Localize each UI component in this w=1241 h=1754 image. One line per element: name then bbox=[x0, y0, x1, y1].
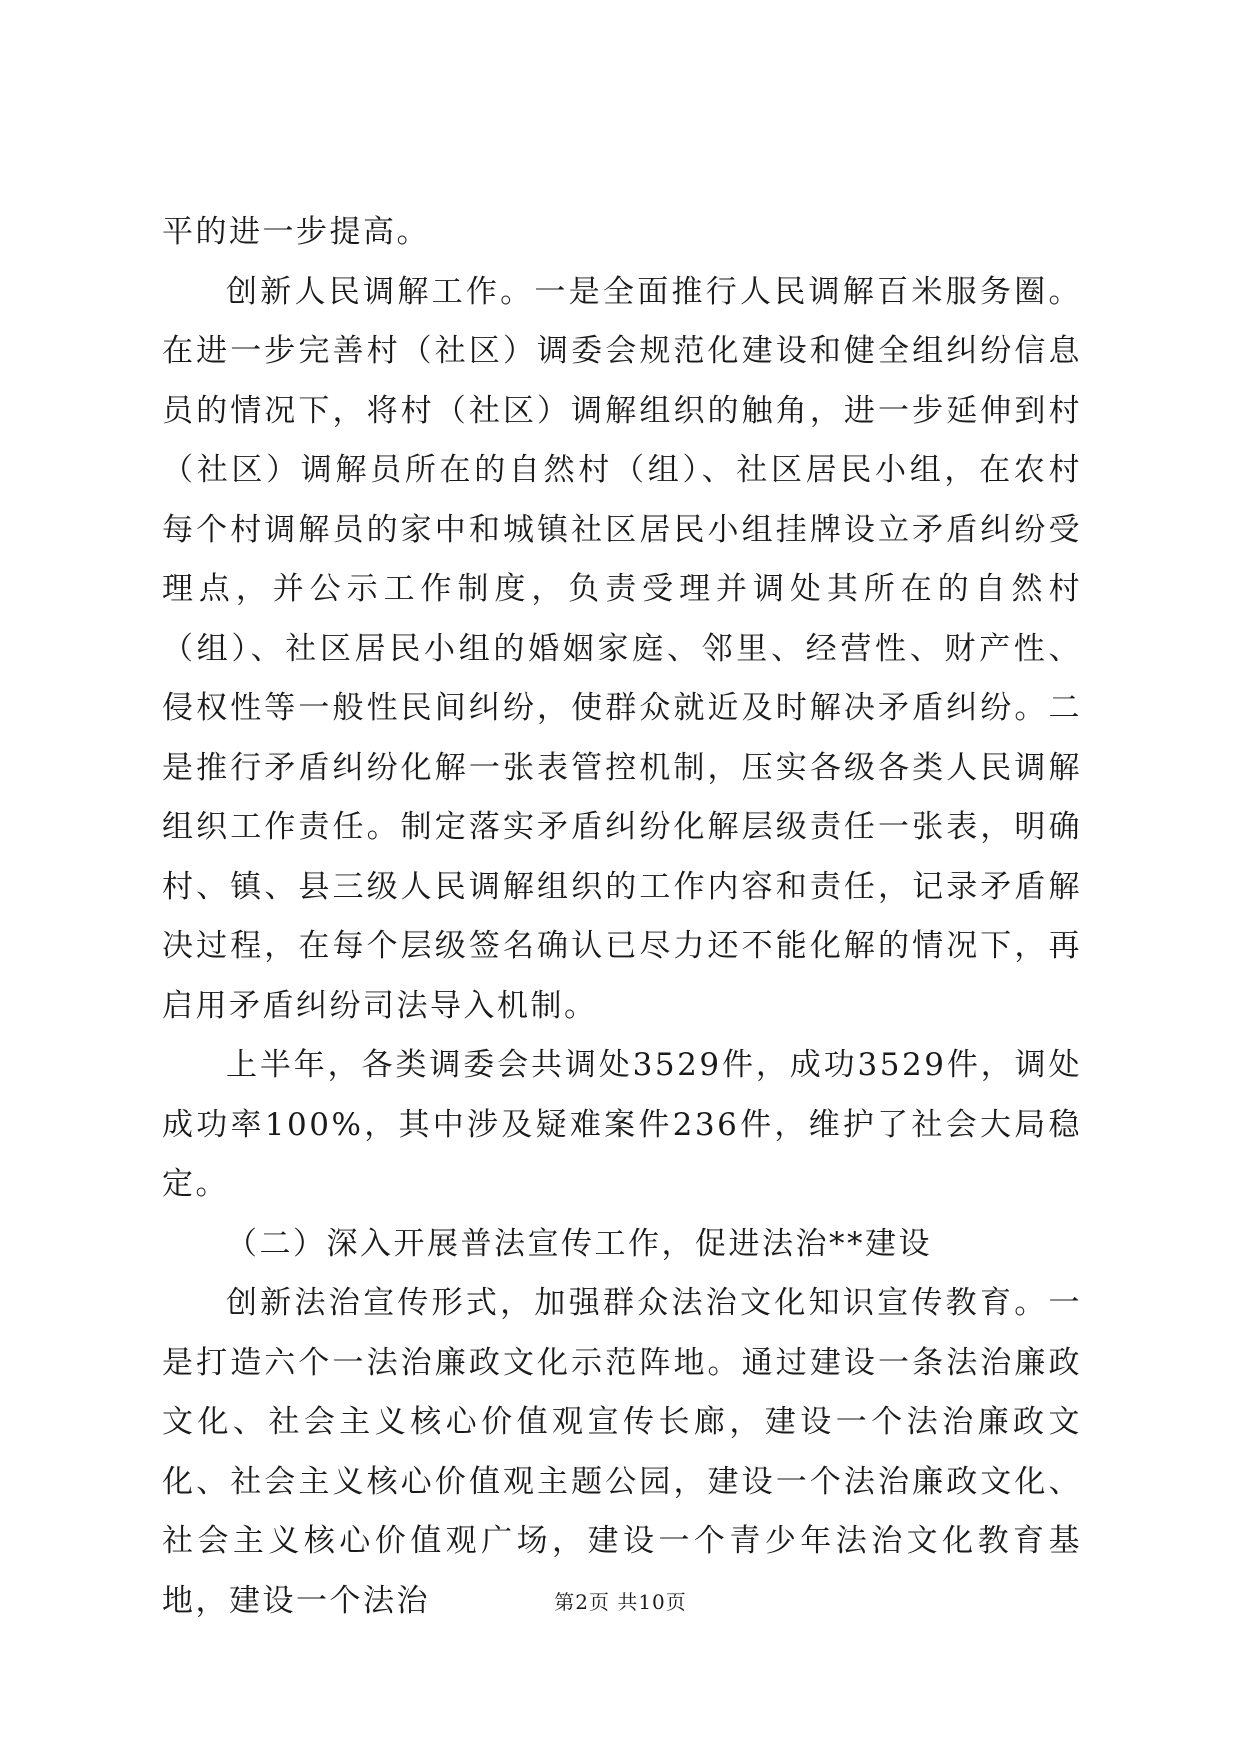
paragraph-continuation: 平的进一步提高。 bbox=[162, 214, 430, 250]
paragraph-mediation-innovation: 创新人民调解工作。一是全面推行人民调解百米服务圈。在进一步完善村（社区）调委会规范化建设和健全组纠纷信息员的情况下，将村（社区）调解组织的触角，进一步延伸到村（社区）调解员所在的自然村（组）、社区居民小组，在农村每个村调解员的家中和城镇社区居民小组挂牌设立矛盾纠纷受理点，并公示工作制度，负责受理并调处其所在的自然村（组）、社区居民小组的婚姻家庭、邻里、经营性、财产性、侵权性等一般性民间纠纷，使群众就近及时解决矛盾纠纷。二是推行矛盾纠纷化解一张表管控机制，压实各级各类人民调解组织工作责任。制定落实矛盾纠纷化解层级责任一张表，明确村、镇、县三级人民调解组织的工作内容和责任，记录矛盾解决过程，在每个层级签名确认已尽力还不能化解的情况下，再启用矛盾纠纷司法导入机制。 bbox=[162, 273, 1082, 1024]
paragraph-half-year-stats: 上半年，各类调委会共调处3529件，成功3529件，调处成功率100%，其中涉及疑难案件236件，维护了社会大局稳定。 bbox=[162, 1047, 1082, 1202]
page-number-footer: 第2页 共10页 bbox=[554, 1590, 687, 1614]
document-body bbox=[162, 203, 1082, 1631]
paragraph-legal-publicity-forms: 创新法治宣传形式，加强群众法治文化知识宣传教育。一是打造六个一法治廉政文化示范阵地。通过建设一条法治廉政文化、社会主义核心价值观宣传长廊，建设一个法治廉政文化、社会主义核心价值观主题公园，建设一个法治廉政文化、社会主义核心价值观广场，建设一个青少年法治文化教育基地，建设一个法治 bbox=[162, 1285, 1082, 1619]
section-heading-legal-publicity: （二）深入开展普法宣传工作，促进法治**建设 bbox=[226, 1225, 932, 1262]
